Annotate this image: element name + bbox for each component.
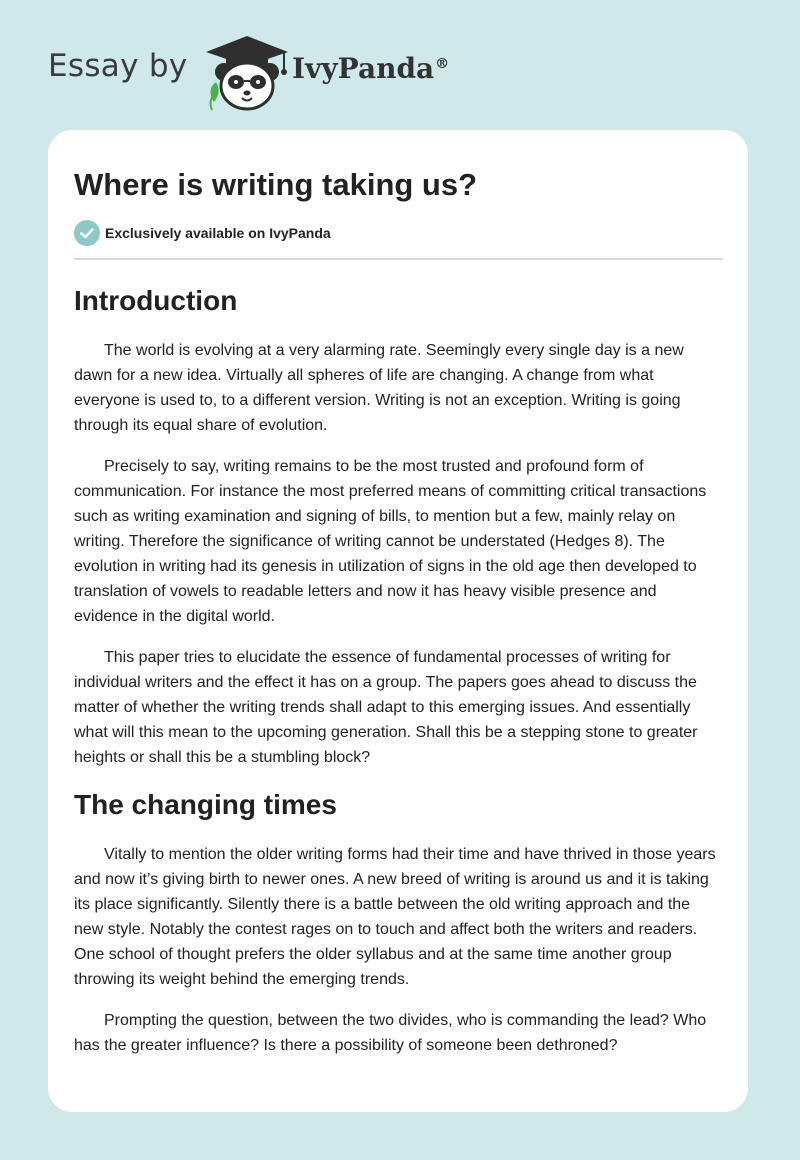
- paragraph: Vitally to mention the older writing forms had their time and have thrived in those years and now it’s giving birth to newer ones. A new breed of writing is around us and it is taking its place significantly. Silently there is a battle between the old writing approach and the new style. Notably the contest rages on to touch and affect both the writers and readers. One school of thought prefers the older syllabus and at the same time another group throwing its weight behind the emerging trends.: [74, 846, 716, 988]
- exclusive-badge-label: Exclusively available on IvyPanda: [105, 225, 331, 241]
- essay-by-label: Essay by: [48, 48, 188, 84]
- site-header: [48, 28, 748, 118]
- essay-card: [48, 130, 748, 1112]
- section-heading-introduction: Introduction: [74, 285, 238, 316]
- check-circle-icon: [74, 220, 100, 246]
- registered-mark: ®: [435, 55, 450, 72]
- title-divider: [74, 258, 723, 260]
- essay-content: [74, 130, 723, 1058]
- paragraph: Precisely to say, writing remains to be the most trusted and profound form of communication. For instance the most preferred means of committing critical transactions such as writing examination and signing of bills, to mention but a few, mainly relay on writing. Therefore the significance of writing cannot be understated (Hedges 8). The evolution in writing had its genesis in utilization of signs in the old age then developed to translation of vowels to readable letters and now it has heavy visible presence and evidence in the digital world.: [74, 458, 707, 625]
- exclusive-badge: [74, 220, 723, 246]
- brand-name[interactable]: IvyPanda®: [292, 52, 450, 85]
- paragraph: Prompting the question, between the two divides, who is commanding the lead? Who has the greater influence? Is there a possibility of someone been dethroned?: [74, 1012, 707, 1054]
- paragraph: This paper tries to elucidate the essence of fundamental processes of writing for individual writers and the effect it has on a group. The papers goes ahead to discuss the matter of whether the writing trends shall adapt to this emerging issues. And essentially what will this mean to the upcoming generation. Shall this be a stepping stone to greater heights or shall this be a stumbling block?: [74, 649, 698, 766]
- essay-title: Where is writing taking us?: [74, 167, 478, 202]
- paragraph: The world is evolving at a very alarming rate. Seemingly every single day is a new dawn for a new idea. Virtually all spheres of life are changing. A change from what everyone is used to, to a different version. Writing is not an exception. Writing is going through its equal share of evolution.: [74, 342, 684, 434]
- panda-graduate-icon[interactable]: [202, 28, 292, 112]
- section-heading-changing-times: The changing times: [74, 789, 337, 820]
